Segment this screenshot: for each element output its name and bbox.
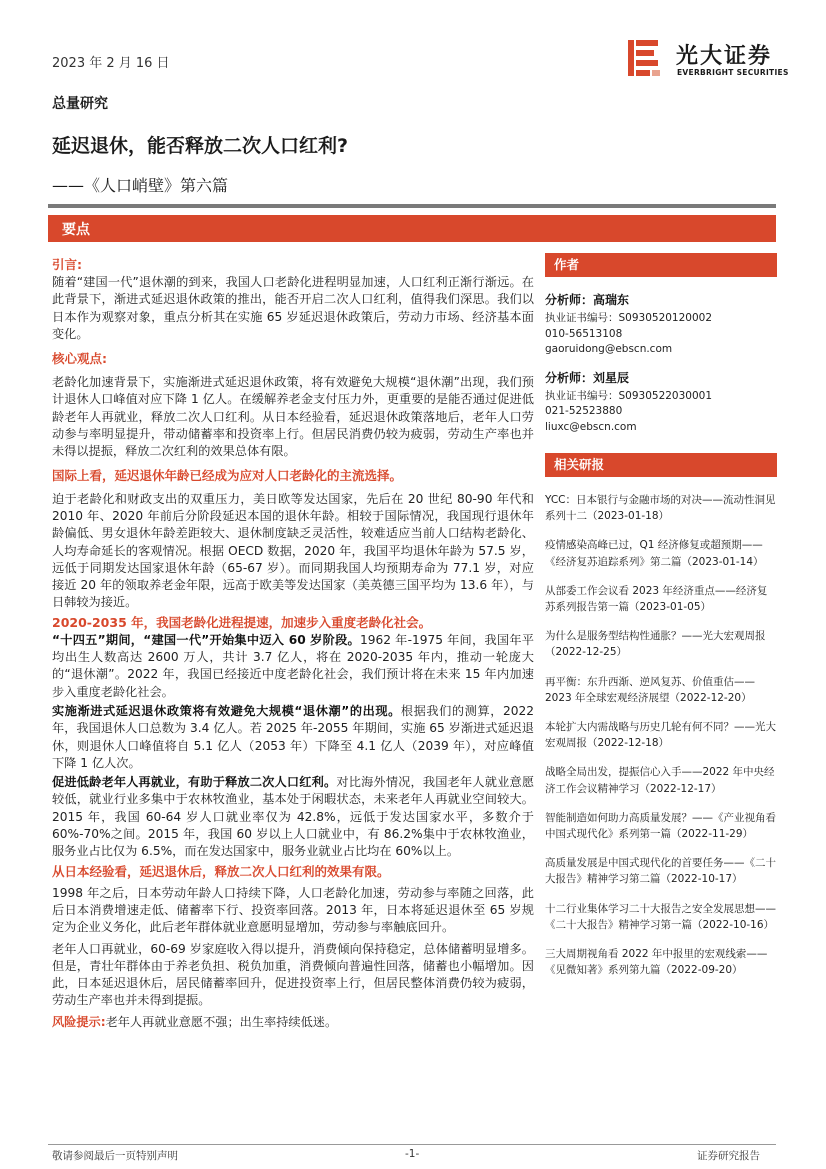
analyst-card <box>545 292 777 358</box>
related-report-item[interactable]: 十二行业集体学习二十大报告之安全发展思想——《二十大报告》精神学习第一篇（2022-10-16） <box>545 902 776 931</box>
intro-heading: 引言: <box>52 257 82 272</box>
related-report-item[interactable]: 三大周期视角看 2022 年中报里的宏观线索——《见微知著》系列第九篇（2022-09-20） <box>545 948 768 977</box>
related-section-header: 相关研报 <box>545 453 777 477</box>
reemploy-text: 对比海外情况，我国老年人就业意愿较低，就业行业多集中于农林牧渔业，基本处于闲暇状态，未来老年人再就业空间较大。2015 年，我国 60-64 岁人口就业率仅为 42.8%，远低于发达国家水平，多数介于 60%-70%之间。2015 年，我国 60 岁以上人口就业中，有 86.2%集中于农林牧渔业，服务业占比仅为 6.5%，而在发达国家中，服务业就业占比均在 60%以上。 <box>52 775 535 859</box>
risk-heading: 风险提示: <box>52 1014 106 1029</box>
page-number: -1- <box>405 1148 420 1160</box>
related-report-item[interactable]: YCC：日本银行与金融市场的对决——流动性洞见系列十二（2023-01-18） <box>545 494 776 523</box>
report-date: 2023 年 2 月 16 日 <box>52 56 170 71</box>
reemploy-bold: 促进低龄老年人再就业，有助于释放二次人口红利。 <box>52 775 337 790</box>
related-list <box>545 492 777 978</box>
analyst-cert: 执业证书编号：S0930520120002 <box>545 312 713 324</box>
core-text: 老龄化加速背景下，实施渐进式延迟退休政策，将有效避免大规模“退休潮”出现，我们预计退休人口峰值对应下降 1 亿人。在缓解养老金支付压力外，更重要的是能否通过促进低龄老年人再就业，释放二次人口红利。从日本经验看，延迟退休政策落地后，老年人口劳动参与率明显提升，带动储蓄率和投资率上行。但居民消费仍较为疲弱，劳动生产率也并未得以提振，释放二次红利的效果总体有限。 <box>52 375 534 459</box>
china-text: 1962 年-1975 年间，我国年平均出生人数高达 2600 万人，共计 3.7 亿人，将在 2020-2035 年内，推动一轮庞大的“退休潮”。2022 年，我国已经接近中度老龄化社会，我们预计将在未来 15 年内加速步入重度老龄化社会。 <box>52 632 534 699</box>
logo-text-en: EVERBRIGHT SECURITIES <box>677 68 789 77</box>
core-heading: 核心观点: <box>52 351 107 367</box>
china-heading: 2020-2035 年，我国老龄化进程提速，加速步入重度老龄化社会。 <box>52 614 432 630</box>
report-category: 总量研究 <box>52 96 108 112</box>
footer-report-type: 证券研究报告 <box>697 1150 760 1162</box>
keypoints-bar <box>48 215 776 242</box>
keypoints-label: 要点 <box>62 222 90 238</box>
china-bold: “十四五”期间，“建国一代”开始集中迈入 60 岁阶段。 <box>52 632 360 647</box>
header-divider <box>48 204 776 208</box>
analyst-cert: 执业证书编号：S0930522030001 <box>545 389 713 402</box>
related-report-item[interactable]: 智能制造如何助力高质量发展？——《产业视角看中国式现代化》系列第一篇（2022-11-29） <box>545 811 776 841</box>
related-report-item[interactable]: 本轮扩大内需战略与历史几轮有何不同？——光大宏观周报（2022-12-18） <box>545 721 776 750</box>
report-title: 延迟退休，能否释放二次人口红利? <box>52 135 349 157</box>
japan-heading: 从日本经验看，延迟退休后，释放二次人口红利的效果有限。 <box>52 863 390 879</box>
risk-text: 老年人再就业意愿不强；出生率持续低迷。 <box>105 1014 338 1029</box>
related-report-item[interactable]: 疫情感染高峰已过，Q1 经济修复或超预期——《经济复苏追踪系列》第二篇（2023-01-14） <box>545 539 764 568</box>
logo-text-cn: 光大证券 <box>676 44 773 69</box>
japan-text-1: 1998 年之后，日本劳动年龄人口持续下降，人口老龄化加速，劳动参与率随之回落，此后日本消费增速走低、储蓄率下行、投资率回落。2013 年，日本将延迟退休至 65 岁规定为企业义务化，此后老年群体就业意愿明显增加，劳动参与率触底回升。 <box>52 885 534 935</box>
risk-paragraph <box>52 1014 534 1031</box>
report-subtitle: ——《人口峭壁》第六篇 <box>52 176 229 195</box>
main-column <box>52 256 534 1031</box>
analyst-card <box>545 370 777 436</box>
policy-bold: 实施渐进式延迟退休政策将有效避免大规模“退休潮”的出现。 <box>52 703 401 718</box>
analyst-phone: 010-56513108 <box>545 327 623 340</box>
sidebar <box>545 253 777 978</box>
intl-heading: 国际上看，延迟退休年龄已经成为应对人口老龄化的主流选择。 <box>52 467 403 483</box>
analyst-email[interactable]: gaoruidong@ebscn.com <box>545 343 673 355</box>
policy-paragraph <box>52 703 534 772</box>
related-report-item[interactable]: 为什么是服务型结构性通胀？——光大宏观周报（2022-12-25） <box>545 630 766 659</box>
related-report-item[interactable]: 从部委工作会议看 2023 年经济重点——经济复苏系列报告第一篇（2023-01-05） <box>545 584 768 614</box>
japan-text-2: 老年人口再就业，60-69 岁家庭收入得以提升，消费倾向保持稳定，总体储蓄明显增多。但是，青壮年群体由于养老负担、税负加重，消费倾向普遍性回落，储蓄也小幅增加。因此，日本延迟退休后，居民储蓄率回升，促进投资率上行，但居民整体消费仍较为疲弱，劳动生产率也并未得到提振。 <box>52 941 534 1008</box>
analyst-email[interactable]: liuxc@ebscn.com <box>545 420 637 433</box>
intro-text: 随着“建国一代”退休潮的到来，我国人口老龄化进程明显加速，人口红利正渐行渐远。在此背景下，渐进式延迟退休政策的推出，能否开启二次人口红利，值得我们深思。我们以日本作为观察对象，重点分析其在实施 65 岁延迟退休政策后，劳动力市场、经济基本面变化。 <box>52 275 534 341</box>
related-report-item[interactable]: 战略全局出发，提振信心入手——2022 年中央经济工作会议精神学习（2022-12-17） <box>545 766 775 795</box>
related-report-item[interactable]: 高质量发展是中国式现代化的首要任务——《二十大报告》精神学习第二篇（2022-10-17） <box>545 857 776 886</box>
analyst-phone: 021-52523880 <box>545 405 623 417</box>
reemploy-paragraph <box>52 774 534 860</box>
analyst-name: 分析师：刘星辰 <box>545 370 630 385</box>
china-paragraph <box>52 632 534 701</box>
footer-disclaimer-link[interactable]: 敬请参阅最后一页特别声明 <box>52 1150 178 1162</box>
policy-text: 根据我们的测算，2022 年，我国退休人口总数为 3.4 亿人。若 2025 年-2055 年期间，实施 65 岁渐进式延迟退休，则退休人口峰值将自 5.1 亿人（2053 年）下降至 4.1 亿人（2039 年），对应峰值下降 1 亿人次。 <box>52 703 534 770</box>
author-section-header: 作者 <box>545 253 777 277</box>
related-report-item[interactable]: 再平衡：东升西渐、逆风复苏、价值重估——2023 年全球宏观经济展望（2022-12-20） <box>545 675 755 704</box>
footer-divider <box>48 1144 776 1145</box>
analyst-name: 分析师：高瑞东 <box>545 293 630 307</box>
intl-text: 迫于老龄化和财政支出的双重压力，美日欧等发达国家，先后在 20 世纪 80-90 年代和 2010 年、2020 年前后分阶段延迟本国的退休年龄。相较于国际情况，我国现行退休年龄偏低、男女退休年龄差距较大、退休制度缺乏灵活性，较难适应当前人口结构老龄化、人均寿命延长的客观情况。根据 OECD 数据，2020 年，我国平均退休年龄为 57.5 岁，远低于同期发达国家退休年龄（65-67 岁）。而同期我国人均预期寿命为 77.1 岁，对应接近 20 年的领取养老金年限，远高于欧美等发达国家（美英德三国平均为 13.6 年），与日韩较为接近。 <box>52 491 534 610</box>
